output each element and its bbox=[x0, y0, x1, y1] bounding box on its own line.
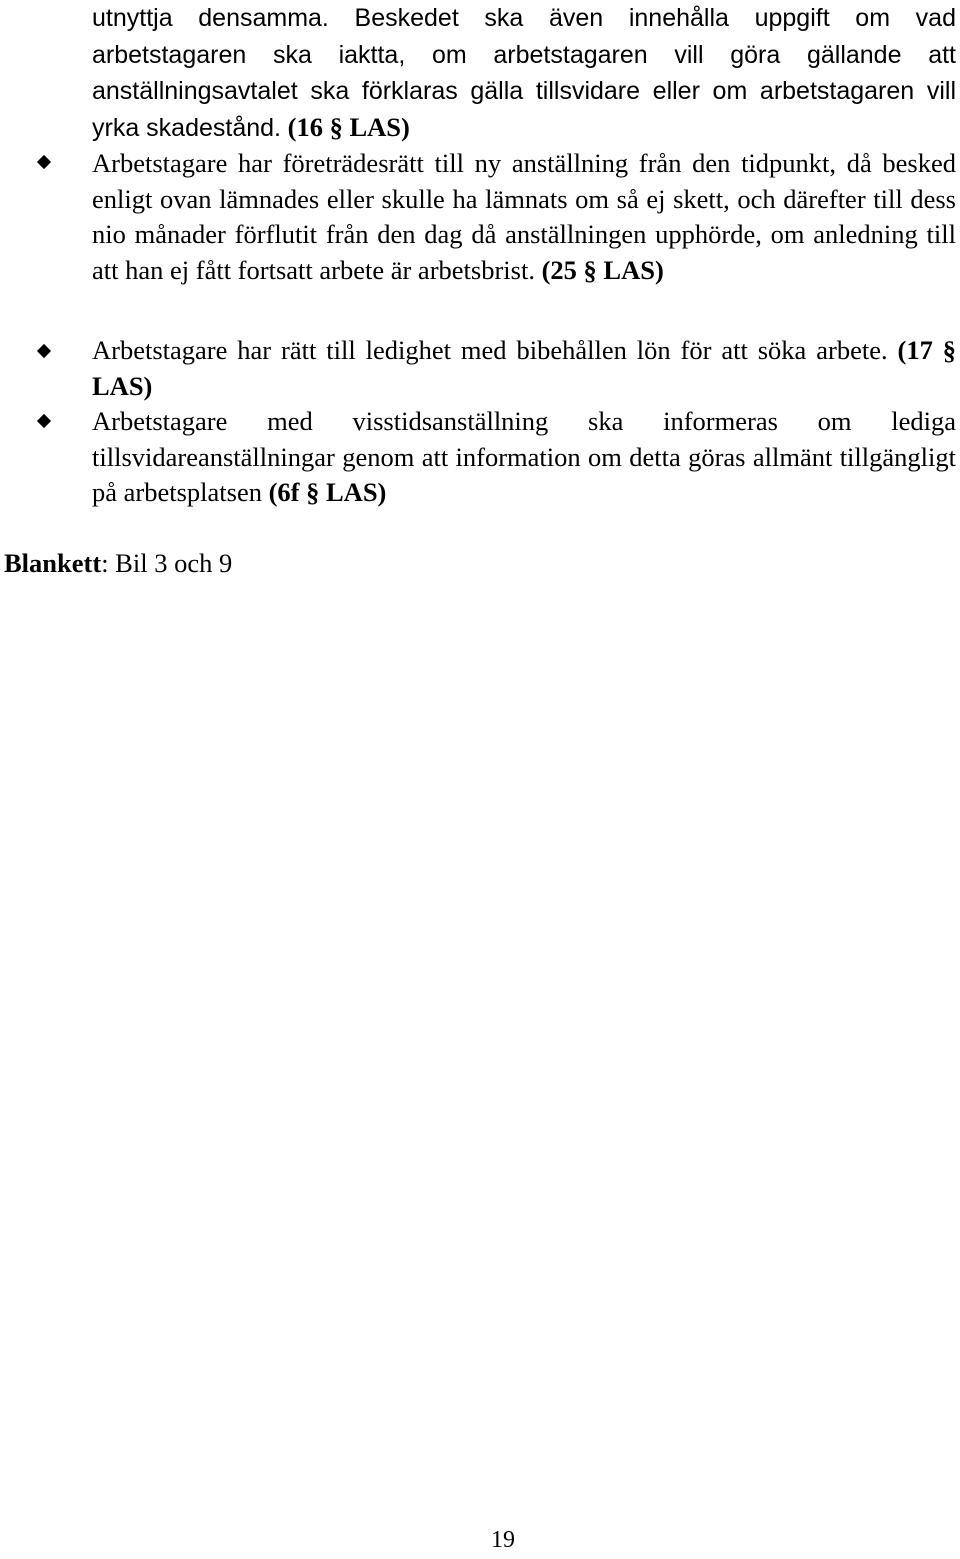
bullet-reference: (17 § LAS) bbox=[92, 335, 956, 401]
diamond-bullet-icon bbox=[37, 414, 51, 428]
bullet-item-leave-right bbox=[92, 333, 956, 404]
intro-text: utnyttja densamma. Beskedet ska även innehålla uppgift om vad arbetstagaren ska iaktta, om arbetstagaren vill göra gällande att anställningsavtalet ska förklaras gälla tillsvidare eller om arbetstagaren vill yrka skadestånd. bbox=[92, 4, 956, 142]
bullet-reference: (25 § LAS) bbox=[541, 254, 664, 285]
forms-value: : Bil 3 och 9 bbox=[101, 548, 233, 578]
forms-label: Blankett bbox=[4, 548, 102, 578]
bullet-reference: (6f § LAS) bbox=[268, 477, 387, 507]
intro-paragraph bbox=[92, 0, 956, 146]
bullet-item-preference-right bbox=[92, 146, 956, 288]
bullet-text: Arbetstagare har rätt till ledighet med bibehållen lön för att söka arbete. bbox=[92, 335, 888, 365]
intro-reference: (16 § LAS) bbox=[287, 111, 410, 142]
bullet-item-fixed-term-info bbox=[92, 404, 956, 511]
bullet-text: Arbetstagare har företrädesrätt till ny anställning från den tidpunkt, då besked enligt ovan lämnades eller skulle ha lämnats om så ej skett, och därefter till dess nio månader förflutit från den dag då anställningen upphörde, om anledning till att han ej fått fortsatt arbete är arbetsbrist. bbox=[92, 148, 956, 285]
forms-reference bbox=[4, 546, 232, 582]
page-number: 19 bbox=[491, 1527, 515, 1553]
bullet-text: Arbetstagare med visstidsanställning ska informeras om lediga tillsvidareanställningar genom att information om detta göras allmänt tillgängligt på arbetsplatsen bbox=[92, 406, 956, 507]
diamond-bullet-icon bbox=[37, 344, 51, 358]
diamond-bullet-icon bbox=[37, 155, 51, 169]
